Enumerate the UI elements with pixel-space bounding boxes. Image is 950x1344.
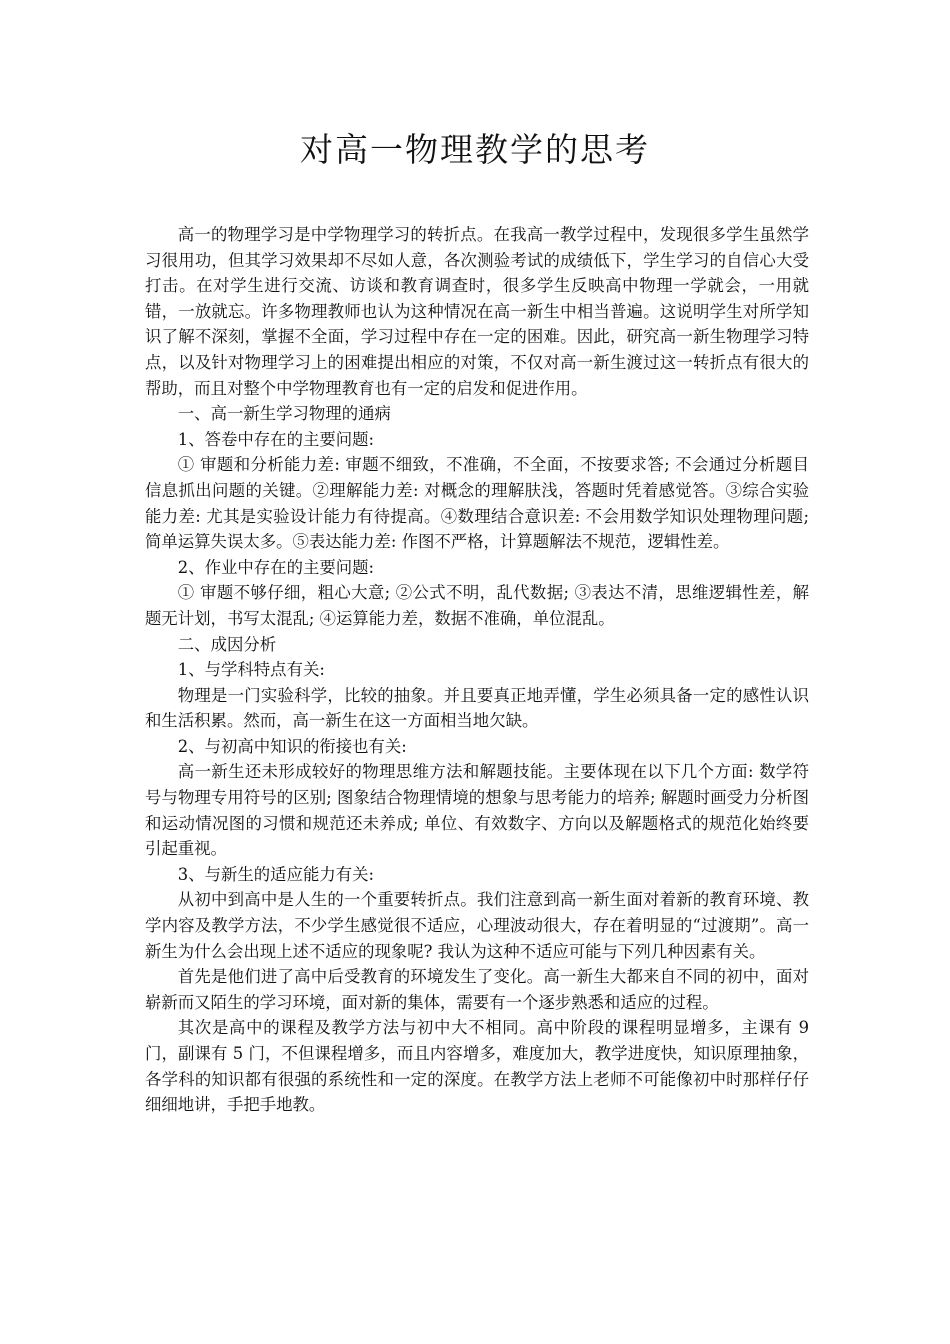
paragraph-exam-problems: ① 审题和分析能力差: 审题不细致，不准确，不全面，不按要求答; 不会通过分析题目信息抓出问题的关键。②理解能力差: 对概念的理解肤浅，答题时凭着感觉答。③综合实验能力差: 尤其是实验设计能力有待提高。④数理结合意识差: 不会用数学知识处理物理问题; 简单运算失误太多。⑤表达能力差: 作图不严格，计算题解法不规范，逻辑性差。 bbox=[145, 455, 809, 552]
subheading-1-1: 1、答卷中存在的主要问题: bbox=[177, 429, 375, 449]
subheading-2-3: 3、与新生的适应能力有关: bbox=[177, 864, 375, 884]
paragraph-subject-features: 物理是一门实验科学，比较的抽象。并且要真正地弄懂，学生必须具备一定的感性认识和生活积累。然而，高一新生在这一方面相当地欠缺。 bbox=[145, 685, 809, 731]
heading-section-1: 一、高一新生学习物理的通病 bbox=[177, 404, 391, 424]
paragraph-intro: 高一的物理学习是中学物理学习的转折点。在我高一教学过程中，发现很多学生虽然学习很用功，但其学习效果却不尽如人意，各次测验考试的成绩低下，学生学习的自信心大受打击。在对学生进行交流、访谈和教育调查时，很多学生反映高中物理一学就会，一用就错，一放就忘。许多物理教师也认为这种情况在高一新生中相当普遍。这说明学生对所学知识了解不深刻，掌握不全面，学习过程中存在一定的困难。因此，研究高一新生物理学习特点，以及针对物理学习上的困难提出相应的对策，不仅对高一新生渡过这一转折点有很大的帮助，而且对整个中学物理教育也有一定的启发和促进作用。 bbox=[145, 225, 809, 398]
paragraph-homework-problems: ① 审题不够仔细，粗心大意; ②公式不明，乱代数据; ③表达不清，思维逻辑性差，解题无计划，书写太混乱; ④运算能力差，数据不准确，单位混乱。 bbox=[145, 583, 809, 628]
subheading-1-2: 2、作业中存在的主要问题: bbox=[177, 557, 375, 577]
subheading-2-2: 2、与初高中知识的衔接也有关: bbox=[177, 736, 407, 756]
paragraph-knowledge-link: 高一新生还未形成较好的物理思维方法和解题技能。主要体现在以下几个方面: 数学符号与物理专用符号的区别; 图象结合物理情境的想象与思考能力的培养; 解题时画受力分析图和运动情况图的习惯和规范还未养成; 单位、有效数字、方向以及解题格式的规范化始终要引起重视。 bbox=[145, 762, 809, 859]
subheading-2-1: 1、与学科特点有关: bbox=[177, 660, 325, 680]
heading-section-2: 二、成因分析 bbox=[177, 634, 277, 654]
document-title: 对高一物理教学的思考 bbox=[300, 130, 650, 169]
paragraph-adaptation: 从初中到高中是人生的一个重要转折点。我们注意到高一新生面对着新的教育环境、教学内容及教学方法，不少学生感觉很不适应，心理波动很大，存在着明显的“过渡期”。高一新生为什么会出现上述不适应的现象呢? 我认为这种不适应可能与下列几种因素有关。 bbox=[145, 890, 809, 961]
paragraph-curriculum: 其次是高中的课程及教学方法与初中大不相同。高中阶段的课程明显增多，主课有 9 门，副课有 5 门，不但课程增多，而且内容增多，难度加大，教学进度快，知识原理抽象，各学科的知识都有很强的系统性和一定的深度。在教学方法上老师不可能像初中时那样仔仔细细地讲，手把手地教。 bbox=[145, 1018, 809, 1115]
document-body bbox=[145, 222, 809, 1118]
paragraph-environment: 首先是他们进了高中后受教育的环境发生了变化。高一新生大都来自不同的初中，面对崭新而又陌生的学习环境，面对新的集体，需要有一个逐步熟悉和适应的过程。 bbox=[145, 967, 809, 1012]
